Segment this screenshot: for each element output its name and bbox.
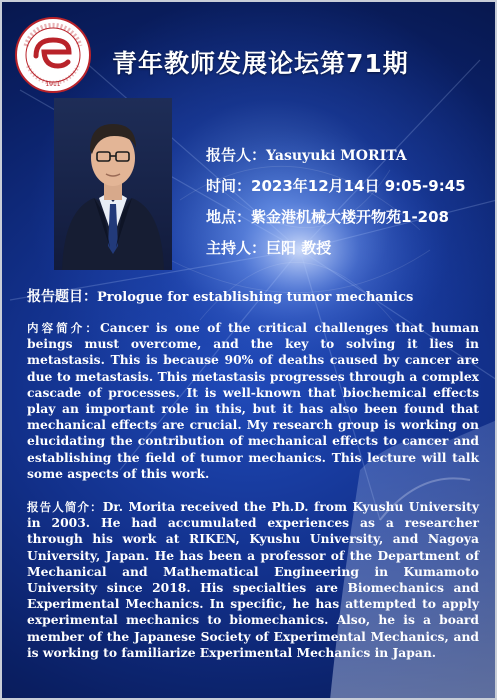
location-value: 紫金港机械大楼开物苑1-208 <box>251 208 449 226</box>
abstract-paragraph <box>27 320 479 482</box>
topic-label: 报告题目： <box>27 289 97 305</box>
talk-topic <box>27 286 413 306</box>
bio-text: Dr. Morita received the Ph.D. from Kyushu University in 2003. He had accumulated experiences as a researcher through his work at RIKEN, Kyushu University, and Nagoya University, Japan. He has been a professor of the Department of Mechanical and Mathematical Engineering in Kumamoto University since 2018. His specialties are Biomechanics and Experimental Mechanics. In specific, he has attempted to apply experimental mechanics to biomechanics. Also, he is a board member of the Japanese Society of Experimental Mechanics, and is working to familiarize Experimental Mechanics in Japan. <box>27 499 480 660</box>
location-label: 地点： <box>206 208 252 226</box>
speaker-name: Yasuyuki MORITA <box>266 148 407 164</box>
speaker-label: 报告人： <box>206 146 267 164</box>
event-info <box>206 140 466 264</box>
university-seal-logo <box>14 16 92 94</box>
time-row <box>206 171 466 202</box>
time-value: 2023年12月14日 9:05-9:45 <box>251 177 466 195</box>
location-row <box>206 202 466 233</box>
abstract-label: 内容简介： <box>27 321 100 335</box>
speaker-portrait <box>54 98 172 270</box>
host-label: 主持人： <box>206 239 267 257</box>
logo-year: 1911 <box>45 81 61 88</box>
host-row <box>206 233 466 264</box>
speaker-row <box>206 140 466 171</box>
topic-value: Prologue for establishing tumor mechanics <box>97 290 414 305</box>
host-value: 巨阳 教授 <box>266 239 332 257</box>
abstract-text: Cancer is one of the critical challenges that human beings must overcome, and the key to solving it lies in metastasis. This is because 90% of deaths caused by cancer are due to metastasis. This metastasis progresses through a complex cascade of processes. It is well-known that biochemical effects play an important role in this, but it has also been found that mechanical effects are crucial. My research group is working on elucidating the contribution of mechanical effects to cancer and establishing the field of tumor mechanics. This lecture will talk some aspects of this work. <box>27 320 480 481</box>
page-title: 青年教师发展论坛第71期 <box>112 49 409 78</box>
bio-label: 报告人简介： <box>27 500 103 514</box>
time-label: 时间： <box>206 177 252 195</box>
bio-paragraph <box>27 499 479 661</box>
